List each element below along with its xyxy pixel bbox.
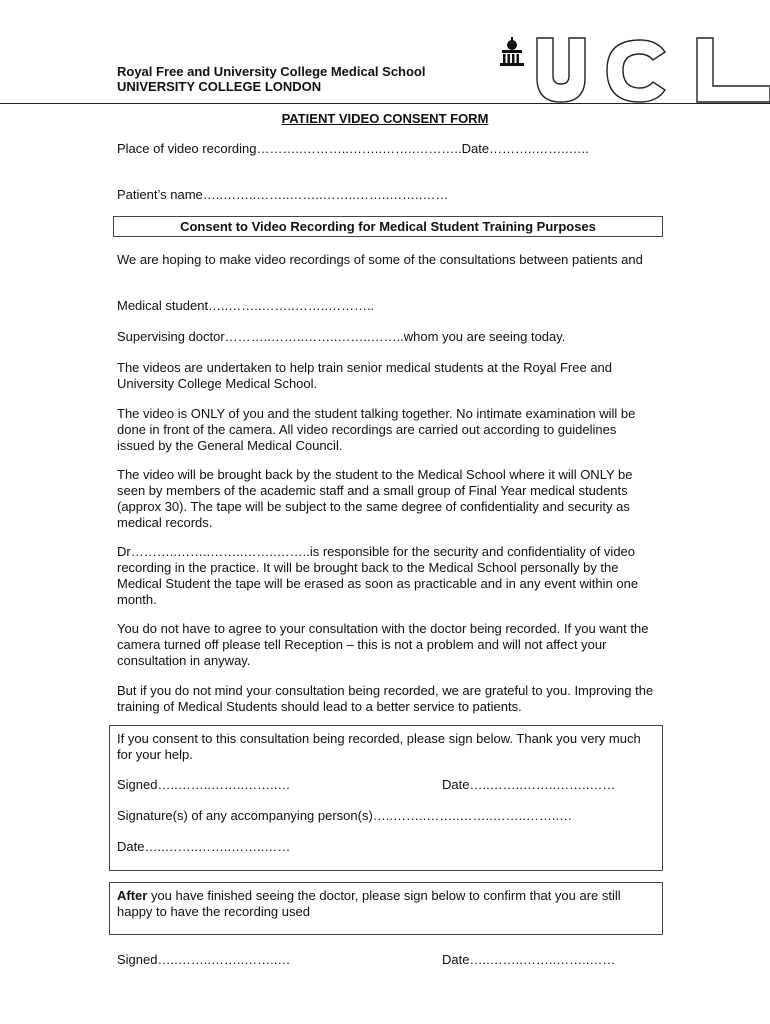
ucl-logo <box>495 32 770 104</box>
viewing-paragraph: The video will be brought back by the student to the Medical School where it will ONLY be seen by members of the academic staff and a small group of Final Year medical students (approx 30). The tape will be subject to the same degree of confidentiality and security as medical records. <box>117 467 633 530</box>
consent-date2-field[interactable]: Date…..……..……..……..…… <box>117 839 291 854</box>
accompanying-signature-field[interactable]: Signature(s) of any accompanying person(s)…..……..……..……..……..……..… <box>117 808 573 823</box>
content-paragraph: The video is ONLY of you and the student talking together. No intimate examination will be done in front of the camera. All video recordings are carried out according to guidelines issued by the General Medical Council. <box>117 406 636 453</box>
portico-building-icon <box>495 32 770 104</box>
section-title: Consent to Video Recording for Medical Student Training Purposes <box>180 219 596 234</box>
consent-date-field[interactable]: Date…..……..……..……..…… <box>442 777 616 792</box>
after-rest: you have finished seeing the doctor, please sign below to confirm that you are still happy to have the recording used <box>117 888 621 919</box>
optional-paragraph: You do not have to agree to your consultation with the doctor being recorded. If you want the camera turned off please tell Reception – this is not a problem and will not affect your consultation in anyway. <box>117 621 649 668</box>
gratitude-paragraph: But if you do not mind your consultation being recorded, we are grateful to you. Improving the training of Medical Students should lead to a better service to patients. <box>117 683 654 714</box>
section-title-box <box>113 216 663 237</box>
medical-student-field[interactable]: Medical student…..……..……..……..……….. <box>117 298 375 313</box>
bottom-signed-field[interactable]: Signed…..……..……..……..… <box>117 952 291 967</box>
purpose-paragraph: The videos are undertaken to help train senior medical students at the Royal Free and University College Medical School. <box>117 360 613 391</box>
after-text <box>117 888 657 920</box>
place-date-field[interactable]: Place of video recording………..………..……..……..………..Date………..……..….. <box>117 141 589 156</box>
org-name: Royal Free and University College Medical School <box>117 64 426 79</box>
bottom-date-field[interactable]: Date…..……..……..……..…… <box>442 952 616 967</box>
header-divider <box>0 103 770 104</box>
patient-name-field[interactable]: Patient’s name…..……..……..……..……..……..……..…… <box>117 187 449 202</box>
after-bold: After <box>117 888 148 903</box>
form-title: PATIENT VIDEO CONSENT FORM <box>281 111 489 126</box>
consent-text: If you consent to this consultation being recorded, please sign below. Thank you very much for your help. <box>117 731 641 762</box>
supervising-doctor-field[interactable]: Supervising doctor………..……..……..……..……..whom you are seeing today. <box>117 329 566 344</box>
consent-signed-field[interactable]: Signed…..……..……..……..… <box>117 777 291 792</box>
responsibility-paragraph: Dr………..……..……..……..……..is responsible for the security and confidentiality of video recording in the practice. It will be brought back to the Medical School personally by the Medical Student the tape will be erased as soon as practicable and in any event within one month. <box>117 544 639 607</box>
org-name-caps: UNIVERSITY COLLEGE LONDON <box>117 79 322 94</box>
intro-paragraph: We are hoping to make video recordings of some of the consultations between patients and <box>117 252 643 267</box>
